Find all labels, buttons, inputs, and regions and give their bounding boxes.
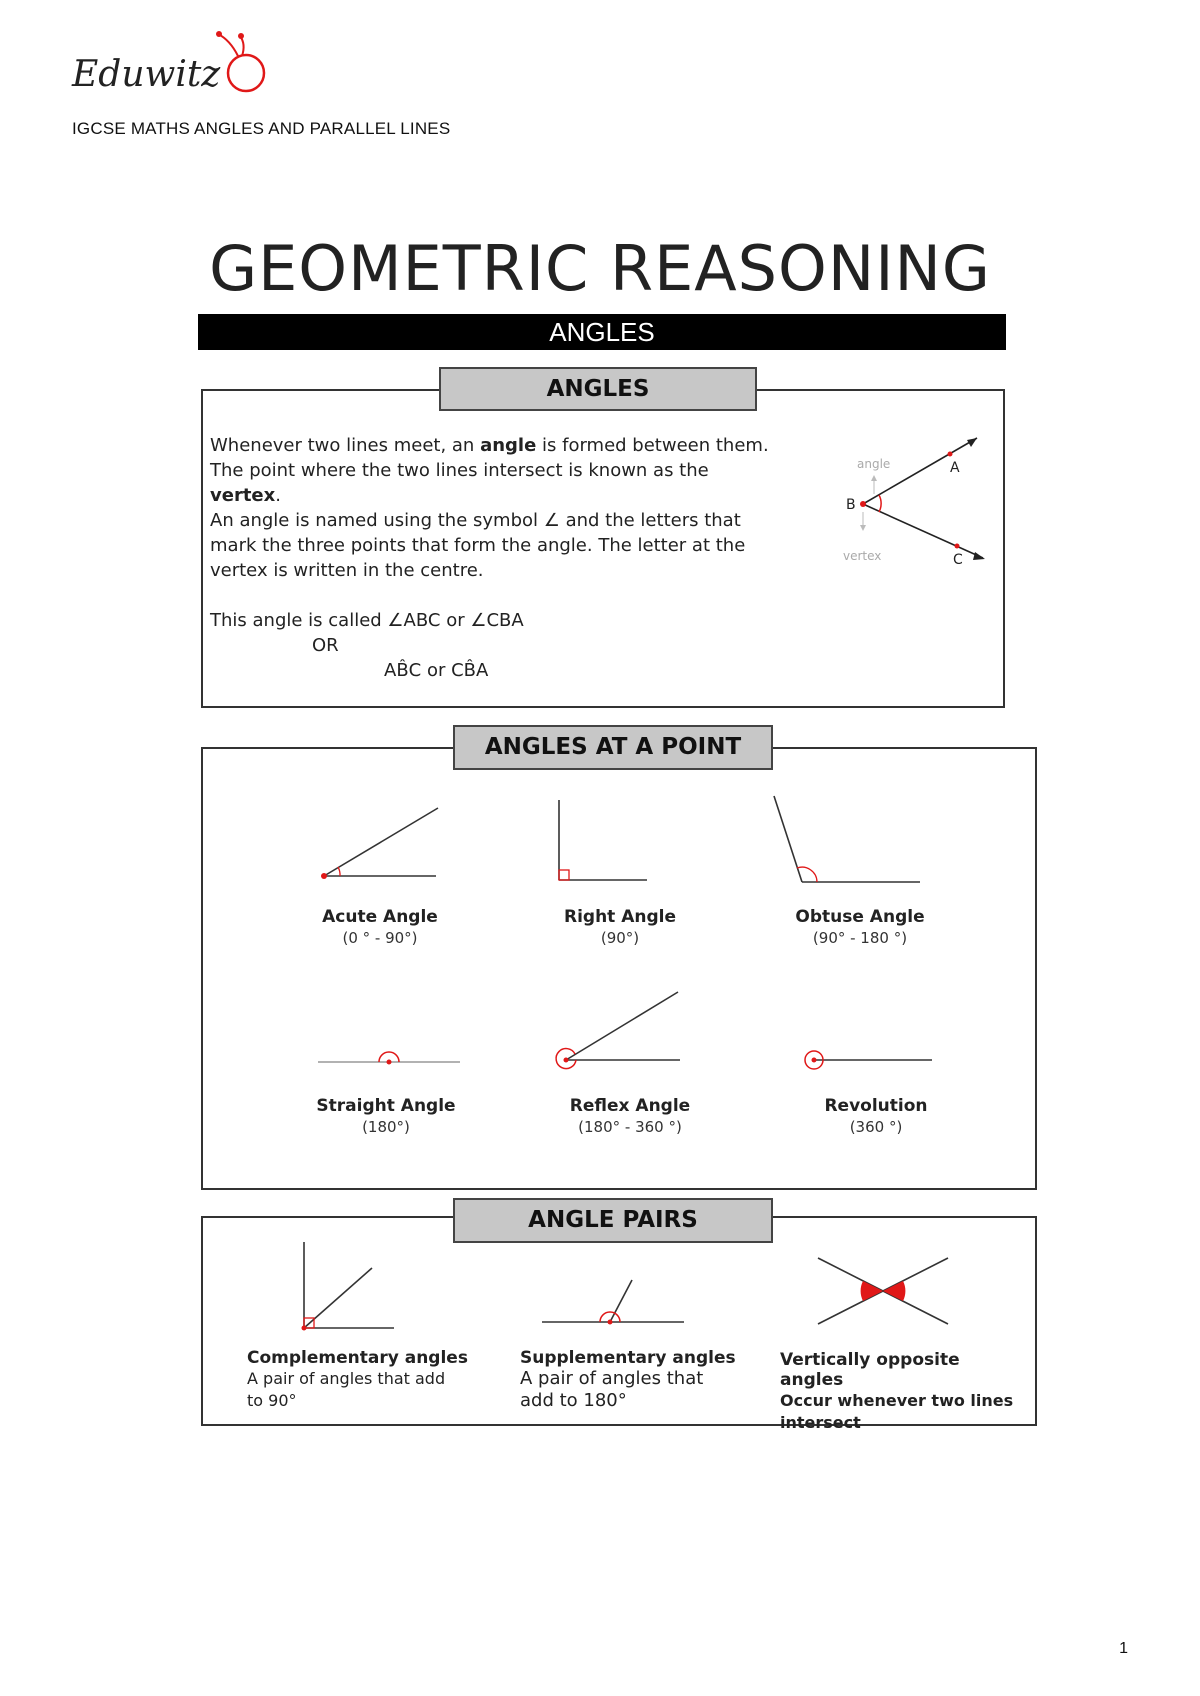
right-angle-caption: Right Angle (90°) [563, 907, 677, 947]
angles-paragraph-5: mark the three points that form the angle. The letter at the [210, 535, 746, 556]
reflex-angle-diagram [552, 990, 682, 1070]
angles-paragraph-4: An angle is named using the symbol ∠ and the letters that [210, 510, 741, 531]
svg-text:Eduwitz: Eduwitz [72, 54, 221, 95]
supplementary-angles-diagram [540, 1278, 686, 1328]
acute-angle-diagram [318, 800, 442, 880]
hat-notation-example: AB̂C or CB̂A [384, 660, 489, 681]
svg-text:angle: angle [857, 457, 891, 471]
angle-name-example: This angle is called ∠ABC or ∠CBA [210, 610, 524, 631]
revolution-caption: Revolution (360 °) [824, 1096, 928, 1136]
obtuse-angle-caption: Obtuse Angle (90° - 180 °) [795, 907, 925, 947]
revolution-diagram [800, 1046, 934, 1074]
reflex-angle-caption: Reflex Angle (180° - 360 °) [569, 1096, 691, 1136]
angles-at-point-title: ANGLES AT A POINT [453, 725, 773, 770]
angles-paragraph-3: vertex. [210, 485, 281, 506]
or-text: OR [312, 635, 339, 656]
svg-text:vertex: vertex [843, 549, 882, 563]
straight-angle-diagram [316, 1048, 462, 1072]
document-title: IGCSE MATHS ANGLES AND PARALLEL LINES [72, 119, 451, 138]
logo-apple-icon [70, 26, 280, 106]
angles-panel-title: ANGLES [439, 367, 757, 411]
vertically-opposite-angles-diagram [816, 1256, 950, 1326]
complementary-angles-diagram [298, 1240, 398, 1332]
main-title: GEOMETRIC REASONING [209, 232, 991, 305]
vertically-opposite-angles-caption: Vertically opposite angles Occur whenever two lines intersect [780, 1350, 1014, 1432]
angle-abc-diagram [835, 430, 1005, 570]
eduwitz-logo [70, 26, 280, 106]
svg-text:A: A [950, 460, 960, 476]
angles-paragraph-6: vertex is written in the centre. [210, 560, 484, 581]
page-number: 1 [1119, 1640, 1128, 1657]
supplementary-angles-caption: Supplementary angles A pair of angles that add to 180° [520, 1348, 736, 1411]
obtuse-angle-diagram [766, 794, 926, 886]
angle-pairs-title: ANGLE PAIRS [453, 1198, 773, 1243]
angles-paragraph-2: The point where the two lines intersect is known as the [210, 460, 709, 481]
svg-text:B: B [846, 497, 856, 513]
complementary-angles-caption: Complementary angles A pair of angles that add to 90° [247, 1348, 468, 1410]
straight-angle-caption: Straight Angle (180°) [316, 1096, 456, 1136]
angles-paragraph-1: Whenever two lines meet, an angle is formed between them. [210, 435, 769, 456]
right-angle-diagram [553, 798, 653, 884]
svg-text:C: C [953, 552, 963, 568]
acute-angle-caption: Acute Angle (0 ° - 90°) [322, 907, 438, 947]
section-bar: ANGLES [198, 314, 1006, 350]
